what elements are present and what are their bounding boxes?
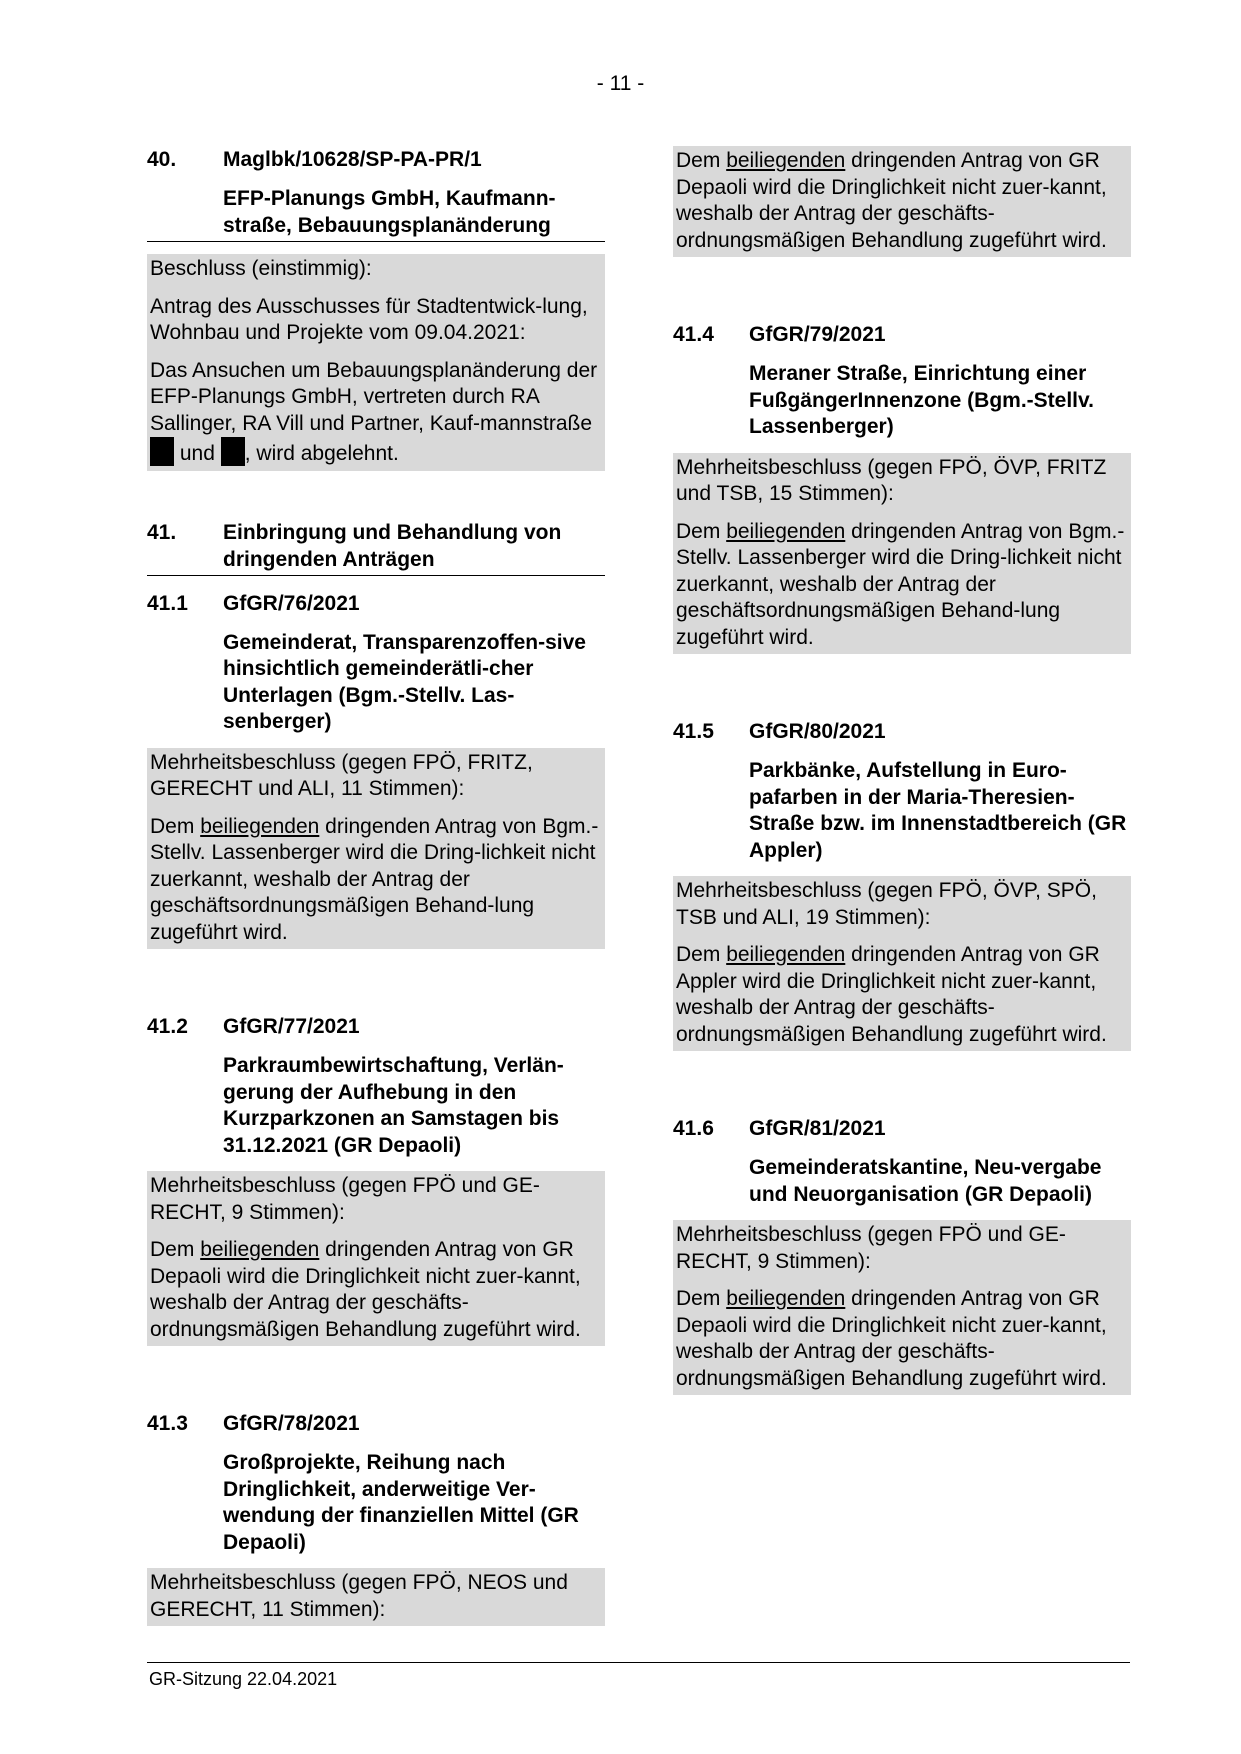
decision-label: Mehrheitsbeschluss (gegen FPÖ, FRITZ, GERECHT und ALI, 11 Stimmen): (150, 750, 533, 800)
decision-block (673, 1220, 1131, 1395)
attachment-link[interactable]: beiliegenden (726, 149, 846, 172)
item-reference: Maglbk/10628/SP-PA-PR/1 (223, 148, 482, 171)
item-title: Großprojekte, Reihung nach Dringlichkeit, anderweitige Ver-wendung der finanziellen Mittel (GR Depaoli) (223, 1451, 579, 1554)
decision-text: Das Ansuchen um Bebauungsplanänderung der EFP-Planungs GmbH, vertreten durch RA Sallinger, RA Vill und Partner, Kauf-mannstraße und , wird abgelehnt. (150, 358, 598, 465)
decision-label: Mehrheitsbeschluss (gegen FPÖ, NEOS und GERECHT, 11 Stimmen): (150, 1571, 568, 1621)
right-column (673, 146, 1131, 1395)
item-reference: GfGR/78/2021 (223, 1412, 360, 1435)
item-number: 41.2 (147, 1015, 188, 1038)
item-title: Parkraumbewirtschaftung, Verlän-gerung der Aufhebung in den Kurzparkzonen an Samstagen bis 31.12.2021 (GR Depaoli) (223, 1054, 564, 1157)
item-number: 41.6 (673, 1117, 714, 1140)
decision-block (147, 1568, 605, 1626)
footer-divider (147, 1662, 1130, 1663)
item-number: 41.4 (673, 323, 714, 346)
left-column (147, 146, 605, 1626)
decision-text: Dem beiliegenden dringenden Antrag von Bgm.-Stellv. Lassenberger wird die Dring-lichkeit nicht zuerkannt, weshalb der Antrag der geschäftsordnungsmäßigen Behand-lung zugeführt wird. (150, 814, 599, 944)
motion-text: Antrag des Ausschusses für Stadtentwick-lung, Wohnbau und Projekte vom 09.04.2021: (150, 294, 588, 344)
item-number: 41.1 (147, 591, 188, 615)
decision-label: Mehrheitsbeschluss (gegen FPÖ und GE-RECHT, 9 Stimmen): (150, 1174, 540, 1224)
decision-label: Beschluss (einstimmig): (150, 257, 372, 280)
attachment-link[interactable]: beiliegenden (200, 1238, 320, 1261)
attachment-link[interactable]: beiliegenden (726, 943, 846, 966)
item-41-6 (673, 1115, 1131, 1395)
decision-text: Dem beiliegenden dringenden Antrag von GR Depaoli wird die Dringlichkeit nicht zuer-kannt, weshalb der Antrag der geschäfts-ordnungsmäßigen Behandlung zugeführt wird. (150, 1238, 581, 1341)
item-41-4 (673, 321, 1131, 654)
item-title: Parkbänke, Aufstellung in Euro-pafarben in der Maria-Theresien-Straße bzw. im Innenstadtbereich (GR Appler) (749, 759, 1127, 862)
decision-text: Dem beiliegenden dringenden Antrag von GR Appler wird die Dringlichkeit nicht zuer-kannt, weshalb der Antrag der geschäfts-ordnungsmäßigen Behandlung zugeführt wird. (676, 943, 1107, 1046)
attachment-link[interactable]: beiliegenden (726, 519, 846, 543)
decision-label: Mehrheitsbeschluss (gegen FPÖ, ÖVP, FRITZ und TSB, 15 Stimmen): (676, 455, 1107, 505)
item-41-3 (147, 1410, 605, 1626)
item-reference: GfGR/76/2021 (223, 591, 360, 615)
decision-text: Dem beiliegenden dringenden Antrag von Bgm.-Stellv. Lassenberger wird die Dring-lichkeit nicht zuerkannt, weshalb der Antrag der geschäftsordnungsmäßigen Behand-lung zugeführt wird. (676, 519, 1125, 649)
item-number: 41.3 (147, 1412, 188, 1435)
item-title: Gemeinderatskantine, Neu-vergabe und Neuorganisation (GR Depaoli) (749, 1156, 1102, 1206)
footer-text: GR-Sitzung 22.04.2021 (149, 1669, 338, 1689)
decision-text: Dem beiliegenden dringenden Antrag von GR Depaoli wird die Dringlichkeit nicht zuer-kannt, weshalb der Antrag der geschäfts-ordnungsmäßigen Behandlung zugeführt wird. (676, 1287, 1107, 1390)
attachment-link[interactable]: beiliegenden (200, 814, 320, 838)
item-reference: GfGR/77/2021 (223, 1015, 360, 1038)
item-40-header (147, 146, 605, 242)
decision-block (147, 1171, 605, 1346)
redaction-box (221, 437, 245, 466)
item-reference: GfGR/81/2021 (749, 1117, 886, 1140)
item-title: Einbringung und Behandlung von dringenden Anträgen (223, 520, 562, 571)
item-41-header (147, 519, 605, 576)
decision-block (673, 453, 1131, 655)
item-title: Meraner Straße, Einrichtung einer FußgängerInnenzone (Bgm.-Stellv. Lassenberger) (749, 362, 1094, 438)
item-40-decision-block (147, 254, 605, 471)
page-number: - 11 - (596, 72, 645, 95)
item-41-5 (673, 718, 1131, 1051)
item-reference: GfGR/79/2021 (749, 323, 886, 346)
item-number: 40. (147, 148, 177, 171)
item-number: 41.5 (673, 720, 714, 743)
item-41-3-continuation (673, 146, 1131, 257)
item-title: Gemeinderat, Transparenzoffen-sive hinsichtlich gemeinderätli-cher Unterlagen (Bgm.-Stellv. Las-senberger) (223, 630, 586, 733)
redaction-box (150, 437, 174, 466)
attachment-link[interactable]: beiliegenden (726, 1287, 846, 1310)
item-41-1 (147, 590, 605, 950)
decision-block (673, 876, 1131, 1051)
decision-label: Mehrheitsbeschluss (gegen FPÖ und GE-RECHT, 9 Stimmen): (676, 1223, 1066, 1273)
item-number: 41. (147, 520, 177, 544)
decision-block (147, 748, 605, 950)
item-41-2 (147, 1013, 605, 1346)
decision-label: Mehrheitsbeschluss (gegen FPÖ, ÖVP, SPÖ, TSB und ALI, 19 Stimmen): (676, 879, 1097, 929)
item-title: EFP-Planungs GmbH, Kaufmann-straße, Bebauungsplanänderung (223, 187, 556, 237)
decision-text: Dem beiliegenden dringenden Antrag von GR Depaoli wird die Dringlichkeit nicht zuer-kannt, weshalb der Antrag der geschäfts-ordnungsmäßigen Behandlung zugeführt wird. (676, 149, 1107, 252)
item-reference: GfGR/80/2021 (749, 720, 886, 743)
